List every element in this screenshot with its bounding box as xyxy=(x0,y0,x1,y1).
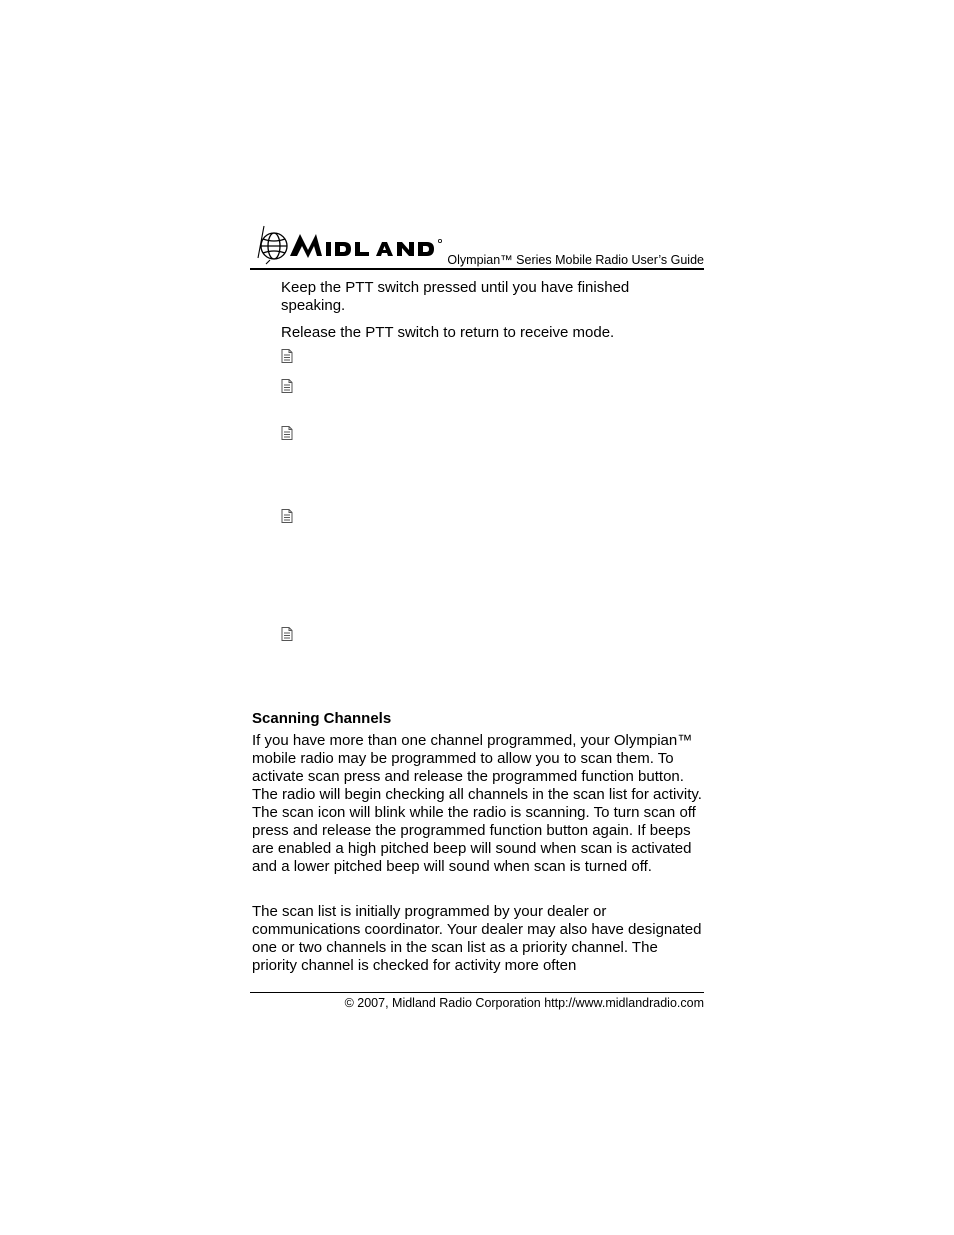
document-icon xyxy=(281,627,293,641)
document-icon xyxy=(281,349,293,363)
globe-icon xyxy=(258,226,287,264)
header-divider xyxy=(250,268,704,270)
paragraph-scan-list: The scan list is initially programmed by your dealer or communications coordinator. Your dealer may also have designated one or two channels in the scan list as a priority channel. The priority channel is checked for activity more often xyxy=(252,903,702,974)
page-header xyxy=(250,222,704,270)
paragraph-keep-ptt: Keep the PTT switch pressed until you have finished speaking. xyxy=(281,279,630,314)
paragraph-scan-intro: If you have more than one channel programmed, your Olympian™ mobile radio may be programmed to allow you to scan them. To activate scan press and release the programmed function button. The radio will begin checking all channels in the scan list for activity. The scan icon will blink while the radio is scanning. To turn scan off press and release the programmed function button again. If beeps are enabled a high pitched beep will sound when scan is activated and a lower pitched beep will sound when scan is turned off. xyxy=(252,732,702,875)
section-heading-scanning: Scanning Channels xyxy=(252,710,392,727)
logo-m-shape xyxy=(290,234,322,258)
document-icon xyxy=(281,379,293,393)
paragraph-release-ptt: Release the PTT switch to return to receive mode. xyxy=(281,324,615,341)
document-icon xyxy=(281,426,293,440)
footer-copyright: © 2007, Midland Radio Corporation http://www.midlandradio.com xyxy=(344,996,704,1010)
logo-wordmark xyxy=(326,239,442,256)
document-icon xyxy=(281,509,293,523)
guide-title: Olympian™ Series Mobile Radio User’s Guide xyxy=(447,253,704,267)
midland-logo xyxy=(256,224,446,266)
footer-divider xyxy=(250,992,704,993)
